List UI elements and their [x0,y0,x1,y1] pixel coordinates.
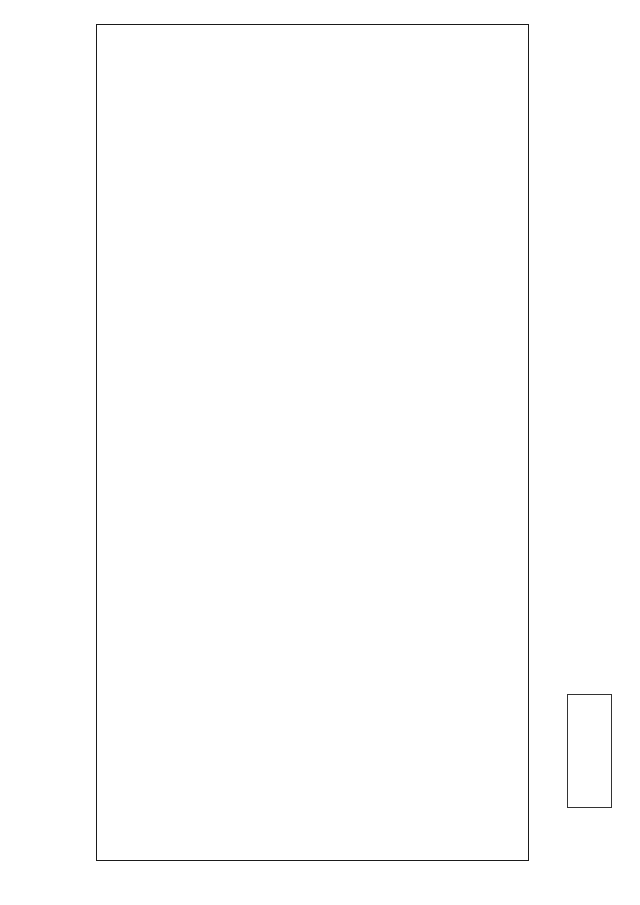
header-strip [97,25,530,51]
repair-schedule-table [96,24,529,861]
stamp-seal [567,694,612,808]
table-header-row [97,25,528,51]
